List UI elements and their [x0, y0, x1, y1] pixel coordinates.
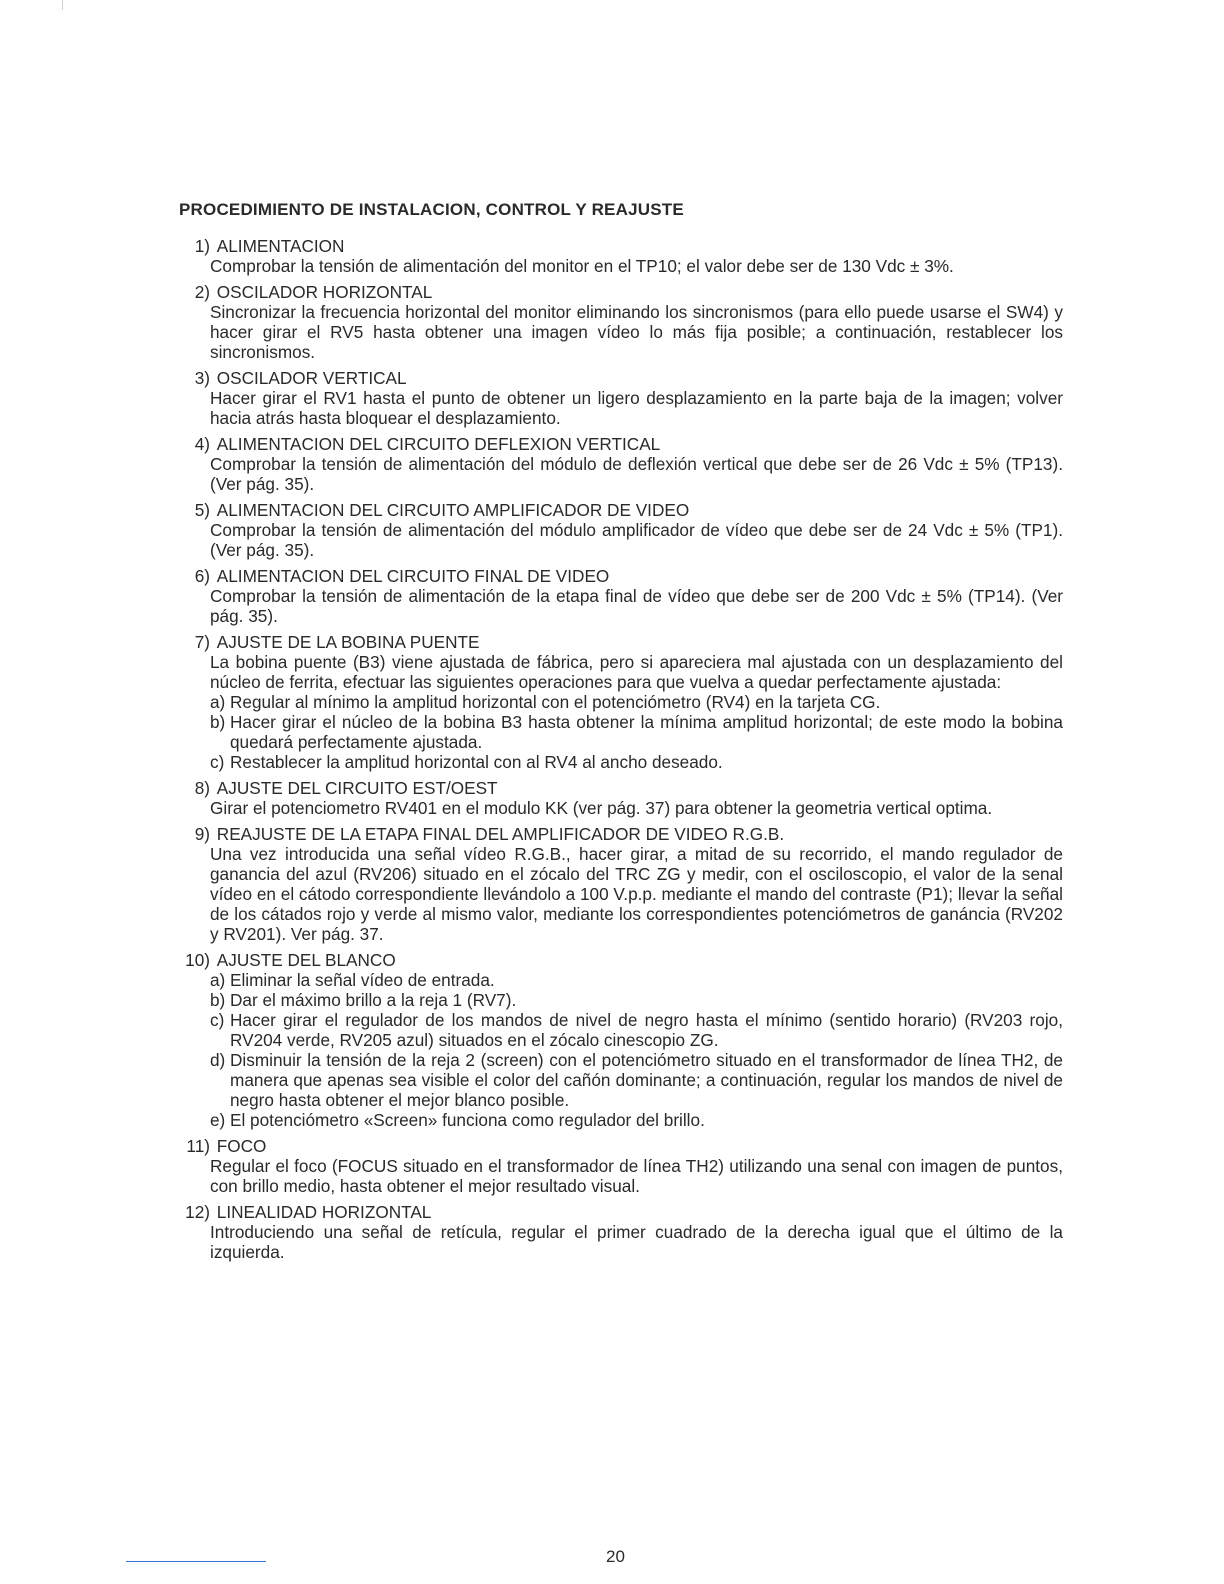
section-number: 7) — [194, 632, 210, 652]
procedure-section — [178, 632, 1063, 772]
section-number: 2) — [194, 282, 210, 302]
list-item — [210, 692, 1063, 712]
section-paragraph: Introduciendo una señal de retícula, regular el primer cuadrado de la derecha igual que el último de la izquierda. — [210, 1222, 1063, 1262]
section-body — [210, 520, 1063, 560]
list-item — [210, 1050, 1063, 1110]
section-heading — [178, 566, 1063, 586]
section-paragraph: Comprobar la tensión de alimentación del módulo amplificador de vídeo que debe ser de 24 Vdc ± 5% (TP1). (Ver pág. 35). — [210, 520, 1063, 560]
section-number: 4) — [194, 434, 210, 454]
procedure-sections — [178, 236, 1063, 1268]
section-heading — [178, 1202, 1063, 1222]
list-item-label: b) — [210, 712, 226, 732]
list-item — [210, 1010, 1063, 1050]
section-body — [210, 454, 1063, 494]
list-item-label: d) — [210, 1050, 226, 1070]
procedure-section — [178, 824, 1063, 944]
section-heading — [178, 1136, 1063, 1156]
procedure-section — [178, 368, 1063, 428]
section-paragraph: Regular el foco (FOCUS situado en el transformador de línea TH2) utilizando una senal con imagen de puntos, con brillo medio, hasta obtener el mejor resultado visual. — [210, 1156, 1063, 1196]
section-paragraph: Girar el potenciometro RV401 en el modulo KK (ver pág. 37) para obtener la geometria vertical optima. — [210, 798, 993, 818]
section-title: AJUSTE DEL BLANCO — [216, 950, 396, 970]
section-body — [210, 586, 1063, 626]
list-item-label: a) — [210, 692, 226, 712]
section-heading — [178, 236, 1063, 256]
procedure-section — [178, 566, 1063, 626]
section-paragraph: Comprobar la tensión de alimentación del monitor en el TP10; el valor debe ser de 130 Vdc ± 3%. — [210, 256, 954, 276]
section-number: 1) — [194, 236, 210, 256]
page-title: PROCEDIMIENTO DE INSTALACION, CONTROL Y REAJUSTE — [179, 200, 684, 219]
section-body — [210, 844, 1063, 944]
procedure-section — [178, 500, 1063, 560]
list-item — [210, 970, 1063, 990]
section-title: OSCILADOR HORIZONTAL — [216, 282, 433, 302]
list-item-label: c) — [210, 752, 225, 772]
section-body — [210, 798, 1063, 818]
section-title: REAJUSTE DE LA ETAPA FINAL DEL AMPLIFICADOR DE VIDEO R.G.B. — [216, 824, 785, 844]
section-title: ALIMENTACION DEL CIRCUITO FINAL DE VIDEO — [216, 566, 610, 586]
section-number: 5) — [194, 500, 210, 520]
page-number: 20 — [606, 1547, 625, 1566]
list-item-text: Hacer girar el regulador de los mandos de nivel de negro hasta el mínimo (sentido horario) (RV203 rojo, RV204 verde, RV205 azul) situados en el zócalo cinescopio ZG. — [230, 1010, 1063, 1050]
section-title: AJUSTE DEL CIRCUITO EST/OEST — [216, 778, 498, 798]
section-heading — [178, 282, 1063, 302]
list-item — [210, 990, 1063, 1010]
section-body — [210, 302, 1063, 362]
section-body — [210, 256, 1063, 276]
section-body — [210, 970, 1063, 1130]
section-body — [210, 1156, 1063, 1196]
section-body — [210, 652, 1063, 772]
section-number: 6) — [194, 566, 210, 586]
section-number: 3) — [194, 368, 210, 388]
section-body — [210, 1222, 1063, 1262]
list-item-label: a) — [210, 970, 226, 990]
list-item-text: Dar el máximo brillo a la reja 1 (RV7). — [230, 990, 517, 1010]
procedure-section — [178, 950, 1063, 1130]
list-item — [210, 712, 1063, 752]
section-heading — [178, 778, 1063, 798]
section-heading — [178, 632, 1063, 652]
list-item-text: Regular al mínimo la amplitud horizontal con el potenciómetro (RV4) en la tarjeta CG. — [230, 692, 881, 712]
section-number: 12) — [185, 1202, 210, 1222]
scan-edge-mark — [62, 0, 63, 10]
section-title: AJUSTE DE LA BOBINA PUENTE — [216, 632, 480, 652]
section-title: FOCO — [216, 1136, 267, 1156]
section-title: ALIMENTACION — [216, 236, 345, 256]
section-paragraph: Comprobar la tensión de alimentación de la etapa final de vídeo que debe ser de 200 Vdc ± 5% (TP14). (Ver pág. 35). — [210, 586, 1063, 626]
section-paragraph: Sincronizar la frecuencia horizontal del monitor eliminando los sincronismos (para ello puede usarse el SW4) y hacer girar el RV5 hasta obtener una imagen vídeo lo más fija posible; a continuación, restablecer los sincronismos. — [210, 302, 1063, 362]
section-body — [210, 388, 1063, 428]
section-paragraph: La bobina puente (B3) viene ajustada de fábrica, pero si apareciera mal ajustada con un desplazamiento del núcleo de ferrita, efectuar las siguientes operaciones para que vuelva a quedar perfectamente ajustada: — [210, 652, 1063, 692]
list-item-text: Eliminar la señal vídeo de entrada. — [230, 970, 495, 990]
list-item-label: c) — [210, 1010, 225, 1030]
list-item-text: Hacer girar el núcleo de la bobina B3 hasta obtener la mínima amplitud horizontal; de este modo la bobina quedará perfectamente ajustada. — [230, 712, 1063, 752]
section-title: OSCILADOR VERTICAL — [216, 368, 407, 388]
section-number: 8) — [194, 778, 210, 798]
section-paragraph: Una vez introducida una señal vídeo R.G.B., hacer girar, a mitad de su recorrido, el mando regulador de ganancia del azul (RV206) situado en el zócalo del TRC ZG y medir, con el osciloscopio, el valor de la senal vídeo en el cátodo correspondiente llevándolo a 100 V.p.p. mediante el mando del contraste (P1); llevar la señal de los cátados rojo y verde al mismo valor, mediante los correspondientes potenciómetros de ganáncia (RV202 y RV201). Ver pág. 37. — [210, 844, 1063, 944]
procedure-section — [178, 1136, 1063, 1196]
section-title: ALIMENTACION DEL CIRCUITO DEFLEXION VERTICAL — [216, 434, 661, 454]
procedure-section — [178, 282, 1063, 362]
list-item-text: Disminuir la tensión de la reja 2 (screen) con el potenciómetro situado en el transformador de línea TH2, de manera que apenas sea visible el color del cañón dominante; a continuación, regular los mandos de nivel de negro hasta obtener el mejor blanco posible. — [230, 1050, 1063, 1110]
section-heading — [178, 824, 1063, 844]
section-heading — [178, 500, 1063, 520]
list-item-label: b) — [210, 990, 226, 1010]
section-heading — [178, 950, 1063, 970]
procedure-section — [178, 1202, 1063, 1262]
section-number: 11) — [186, 1136, 210, 1156]
section-paragraph: Hacer girar el RV1 hasta el punto de obtener un ligero desplazamiento en la parte baja de la imagen; volver hacia atrás hasta bloquear el desplazamiento. — [210, 388, 1063, 428]
list-item-text: Restablecer la amplitud horizontal con al RV4 al ancho deseado. — [230, 752, 723, 772]
section-title: LINEALIDAD HORIZONTAL — [216, 1202, 432, 1222]
section-number: 9) — [194, 824, 210, 844]
procedure-section — [178, 434, 1063, 494]
list-item — [210, 752, 1063, 772]
list-item-label: e) — [210, 1110, 226, 1130]
section-title: ALIMENTACION DEL CIRCUITO AMPLIFICADOR DE VIDEO — [216, 500, 690, 520]
list-item — [210, 1110, 1063, 1130]
list-item-text: El potenciómetro «Screen» funciona como regulador del brillo. — [230, 1110, 705, 1130]
section-paragraph: Comprobar la tensión de alimentación del módulo de deflexión vertical que debe ser de 26 Vdc ± 5% (TP13). (Ver pág. 35). — [210, 454, 1063, 494]
footer-rule — [126, 1561, 266, 1562]
section-number: 10) — [185, 950, 210, 970]
procedure-section — [178, 236, 1063, 276]
section-heading — [178, 434, 1063, 454]
section-heading — [178, 368, 1063, 388]
procedure-section — [178, 778, 1063, 818]
